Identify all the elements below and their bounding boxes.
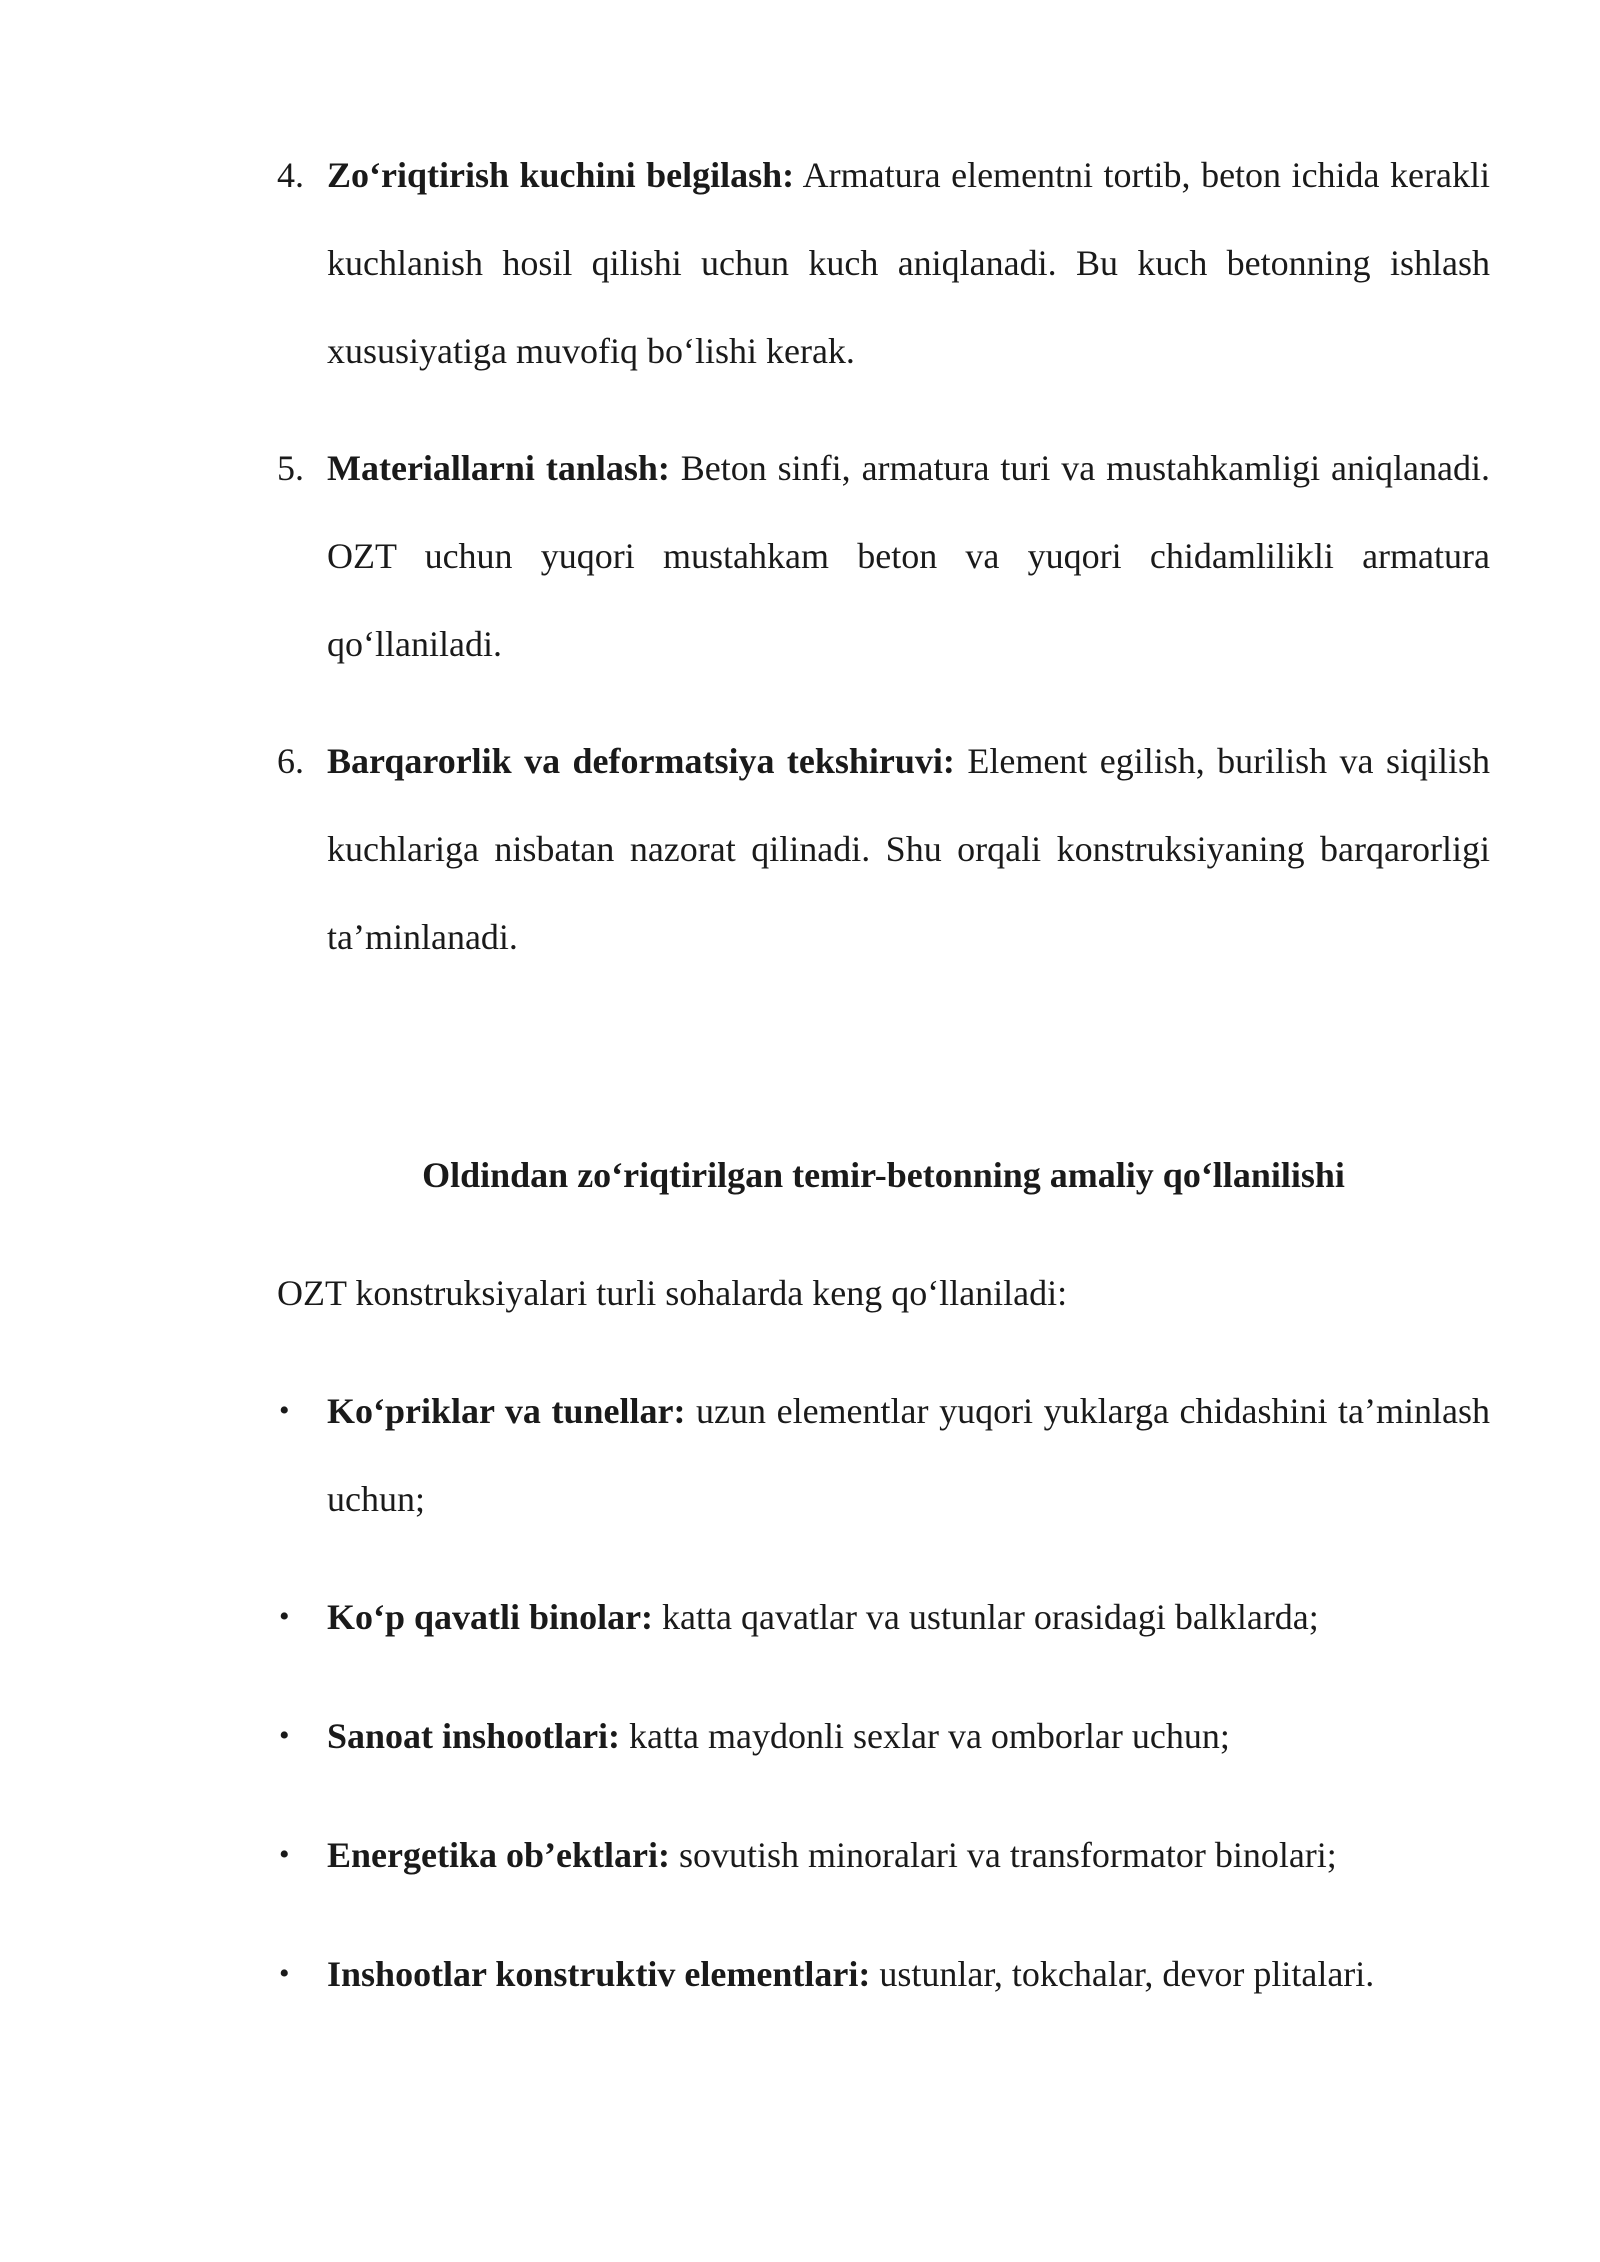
bullet-icon: • [279, 1394, 290, 1427]
bullet-item-energy [277, 1811, 1490, 1899]
numbered-item-5 [277, 424, 1490, 688]
bullet-item-bridges [277, 1367, 1490, 1543]
list-item-title: Barqarorlik va deformatsiya tekshiruvi: [327, 741, 955, 781]
list-item-text [327, 1573, 1490, 1661]
list-item-text [327, 1930, 1490, 2018]
bullet-icon: • [279, 1957, 290, 1990]
bullet-item-structural [277, 1930, 1490, 2018]
list-item-title: Zo‘riqtirish kuchini belgilash: [327, 155, 795, 195]
list-item-text [327, 717, 1490, 981]
list-item-body: Armatura elementni tortib, beton ichida kerakli kuchlanish hosil qilishi uchun kuch aniqlanadi. Bu kuch betonning ishlash xususiyatiga muvofiq bo‘lishi kerak. [327, 155, 1490, 371]
list-item-title: Materiallarni tanlash: [327, 448, 670, 488]
list-item-text [327, 131, 1490, 395]
list-item-body: katta maydonli sexlar va omborlar uchun; [620, 1716, 1230, 1756]
list-item-text [327, 1692, 1490, 1780]
bullet-icon: • [279, 1600, 290, 1633]
list-item-body: uzun elementlar yuqori yuklarga chidashini ta’minlash uchun; [327, 1391, 1490, 1519]
list-item-title: Ko‘p qavatli binolar: [327, 1597, 654, 1637]
section-heading: Oldindan zo‘riqtirilgan temir-betonning amaliy qo‘llanilishi [422, 1155, 1345, 1195]
bullet-item-multistory [277, 1573, 1490, 1661]
list-number: 5. [277, 448, 304, 488]
bullet-icon: • [279, 1719, 290, 1752]
list-item-title: Inshootlar konstruktiv elementlari: [327, 1954, 871, 1994]
list-item-title: Sanoat inshootlari: [327, 1716, 621, 1756]
list-number: 4. [277, 155, 304, 195]
list-item-body: Beton sinfi, armatura turi va mustahkamligi aniqlanadi. OZT uchun yuqori mustahkam beton va yuqori chidamlilikli armatura qo‘llaniladi. [327, 448, 1490, 664]
list-item-body: ustunlar, tokchalar, devor plitalari. [870, 1954, 1375, 1994]
list-item-body: Element egilish, burilish va siqilish kuchlariga nisbatan nazorat qilinadi. Shu orqali konstruksiyaning barqarorligi ta’minlanadi. [327, 741, 1490, 957]
list-item-body: katta qavatlar va ustunlar orasidagi balklarda; [653, 1597, 1319, 1637]
list-item-body: sovutish minoralari va transformator binolari; [669, 1835, 1337, 1875]
bullet-icon: • [279, 1838, 290, 1871]
list-number: 6. [277, 741, 304, 781]
list-item-title: Energetika ob’ektlari: [327, 1835, 670, 1875]
numbered-item-6 [277, 717, 1490, 981]
list-item-text [327, 1811, 1490, 1899]
numbered-item-4 [277, 131, 1490, 395]
intro-paragraph: OZT konstruksiyalari turli sohalarda keng qo‘llaniladi: [277, 1273, 1068, 1313]
bullet-item-industrial [277, 1692, 1490, 1780]
list-item-text [327, 424, 1490, 688]
list-item-title: Ko‘priklar va tunellar: [327, 1391, 686, 1431]
list-item-text [327, 1367, 1490, 1543]
